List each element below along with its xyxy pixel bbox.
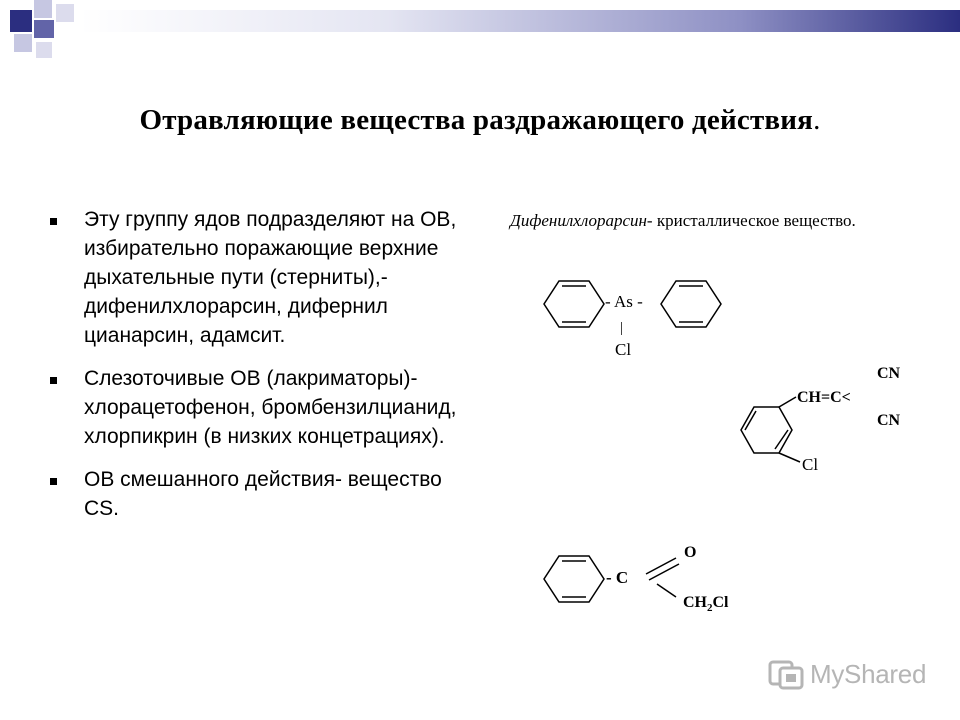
benzene-ring-icon	[544, 281, 604, 327]
bullet-text: Слезоточивые ОВ (лакриматоры)- хлорацетофенон, бромбензилцианид, хлорпикрин (в низких концетрациях).	[84, 367, 457, 448]
as-cl-label: Cl	[615, 340, 632, 359]
oxygen-label: O	[684, 544, 697, 561]
c-link-label: - C	[606, 568, 629, 587]
cs-cl-label: Cl	[802, 455, 819, 474]
bullet-text: Эту группу ядов подразделяют на ОВ, избирательно поражающие верхние дыхательные пути (стерниты),-дифенилхлорарсин, дифернил цианарсин, адамсит.	[84, 208, 457, 347]
bullet-text: ОВ смешанного действия- вещество CS.	[84, 468, 442, 520]
cs-cn-label-2: CN	[877, 412, 901, 429]
as-link-label: - As -	[605, 292, 643, 311]
benzene-ring-icon	[741, 407, 792, 453]
caption-description: - кристаллическое вещество.	[646, 211, 856, 230]
slide-title-suffix: .	[813, 104, 821, 136]
cs-cn-label-1: CN	[877, 365, 901, 382]
as-cl-bond: |	[620, 320, 624, 336]
cs-structure	[741, 397, 800, 462]
slides-logo-icon	[768, 658, 804, 690]
watermark-text: MyShared	[810, 658, 927, 689]
benzene-ring-icon	[661, 281, 721, 327]
benzene-ring-icon	[544, 556, 604, 602]
watermark	[768, 656, 926, 692]
slide-title-text: Отравляющие вещества раздражающего действия	[139, 104, 814, 136]
ch2cl-label: $CH_2Cl$	[683, 594, 729, 614]
cs-ch-label: CH=C<	[797, 389, 851, 406]
caption-compound-name: Дифенилхлорарсин	[510, 211, 647, 230]
